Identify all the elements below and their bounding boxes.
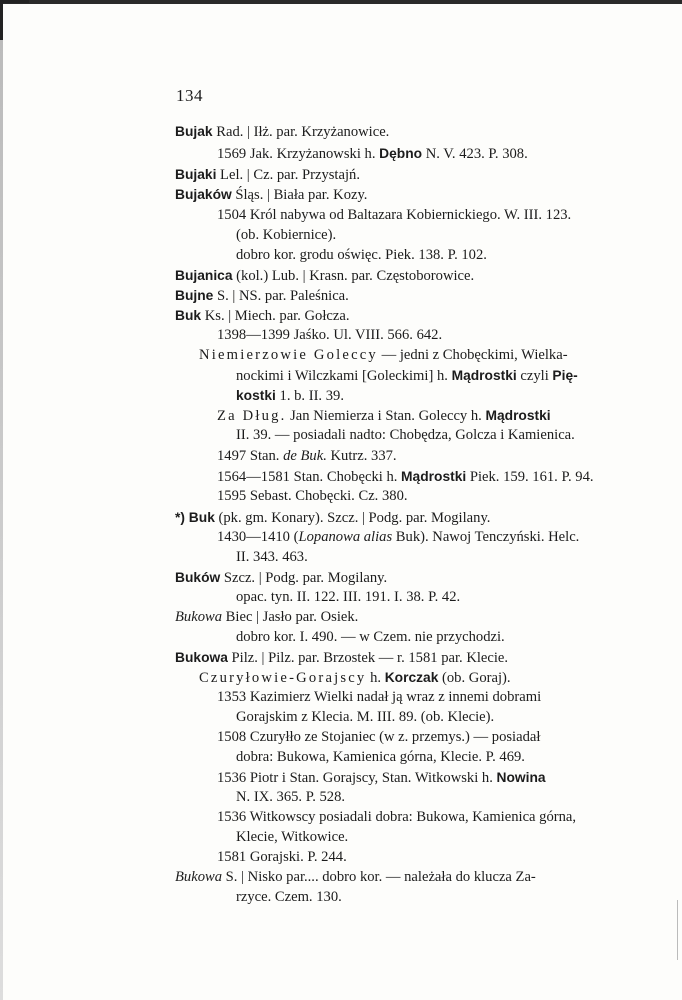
spaced-family-name: Czuryłowie-Gorajscy xyxy=(199,670,367,686)
line-text: 1. b. II. 39. xyxy=(275,388,344,404)
line-text: Jan Niemierza i Stan. Goleccy h. xyxy=(286,408,486,424)
text-line xyxy=(217,447,397,466)
text-line xyxy=(175,568,387,588)
line-text: — jedni z Chobęckimi, Wielka- xyxy=(377,347,568,363)
text-line xyxy=(236,426,575,445)
text-line xyxy=(175,648,508,668)
line-text: Śląs. | Biała par. Kozy. xyxy=(231,187,368,203)
text-line xyxy=(217,487,408,506)
entry-headword: Mądrostki xyxy=(485,408,551,423)
entry-headword: Bujne xyxy=(175,288,214,303)
line-text: Szcz. | Podg. par. Mogilany. xyxy=(220,570,388,586)
italic-text: Bukowa xyxy=(175,609,223,625)
scan-edge-top xyxy=(0,0,682,4)
line-text: 1398—1399 Jaśko. Ul. VIII. 566. 642. xyxy=(217,327,443,343)
line-text: 1536 Witkowscy posiadali dobra: Bukowa, Kamienica górna, xyxy=(217,809,577,825)
line-text: Klecie, Witkowice. xyxy=(236,829,349,845)
line-text: 1564—1581 Stan. Chobęcki h. xyxy=(217,469,402,485)
text-line xyxy=(175,306,350,326)
line-text: rzyce. Czem. 130. xyxy=(236,889,342,905)
text-line xyxy=(217,206,571,225)
line-text: h. xyxy=(366,670,385,686)
entry-headword: Mądrostki xyxy=(451,368,517,383)
entry-headword: Bujaki xyxy=(175,167,217,182)
text-line xyxy=(217,728,540,747)
entry-headword: Bujaków xyxy=(175,187,232,202)
line-text: Biec | Jasło par. Osiek. xyxy=(222,609,359,625)
spaced-family-name: Za Dług. xyxy=(217,408,287,424)
line-text: (ob. Goraj). xyxy=(438,670,511,686)
text-line xyxy=(217,528,579,547)
line-text: Rad. | Iłż. par. Krzyżanowice. xyxy=(212,124,390,140)
line-text: Piek. 159. 161. P. 94. xyxy=(466,469,594,485)
entry-headword: Buk xyxy=(175,308,202,323)
line-text: (ob. Kobiernice). xyxy=(236,227,337,243)
text-line xyxy=(217,768,546,788)
line-text: N. V. 423. P. 308. xyxy=(422,146,528,162)
text-line xyxy=(236,708,494,727)
entry-headword: Nowina xyxy=(496,770,546,785)
scan-corner-mark xyxy=(0,0,29,31)
line-text: Gorajskim z Klecia. M. III. 89. (ob. Klecie). xyxy=(236,709,495,725)
line-text: Lel. | Cz. par. Przystajń. xyxy=(216,167,360,183)
entry-headword: Pię- xyxy=(552,368,578,383)
text-line xyxy=(236,386,344,406)
line-text: dobro kor. I. 490. — w Czem. nie przychodzi. xyxy=(236,629,505,645)
entry-headword: Korczak xyxy=(384,670,439,685)
italic-text: Lopanowa alias xyxy=(298,529,393,545)
entry-headword: Dębno xyxy=(379,146,423,161)
line-text: Pilz. | Pilz. par. Brzostek — r. 1581 par. Klecie. xyxy=(227,650,509,666)
text-line xyxy=(175,286,349,306)
entry-headword: Bukowa xyxy=(175,650,228,665)
scan-edge-right xyxy=(677,900,678,960)
entry-headword: Mądrostki xyxy=(401,469,467,484)
line-text: 1569 Jak. Krzyżanowski h. xyxy=(217,146,380,162)
line-text: opac. tyn. II. 122. III. 191. I. 38. P. 42. xyxy=(236,589,461,605)
line-text: Kutrz. 337. xyxy=(326,448,397,464)
scan-edge-left xyxy=(0,0,3,1000)
text-line xyxy=(236,888,342,907)
line-text: dobra: Bukowa, Kamienica górna, Klecie. P. 469. xyxy=(236,749,525,765)
line-text: dobro kor. grodu oświęc. Piek. 138. P. 102. xyxy=(236,247,487,263)
line-text: Ks. | Miech. par. Gołcza. xyxy=(201,308,350,324)
entry-headword: Bujanica xyxy=(175,268,233,283)
text-line xyxy=(217,848,347,867)
text-line xyxy=(199,668,511,688)
text-line xyxy=(175,165,360,185)
text-line xyxy=(236,226,336,245)
line-text: 1497 Stan. xyxy=(217,448,284,464)
line-text: 1536 Piotr i Stan. Gorajscy, Stan. Witkowski h. xyxy=(217,770,497,786)
text-line xyxy=(175,266,474,286)
text-line xyxy=(175,608,358,627)
italic-text: de Buk. xyxy=(283,448,327,464)
text-line xyxy=(236,628,505,647)
text-line xyxy=(217,144,528,164)
entry-headword: *) Buk xyxy=(175,510,215,525)
line-text: 1353 Kazimierz Wielki nadał ją wraz z innemi dobrami xyxy=(217,689,542,705)
line-text: nockimi i Wilczkami [Goleckimi] h. xyxy=(236,368,452,384)
text-line xyxy=(236,828,348,847)
text-line xyxy=(217,467,594,487)
text-line xyxy=(175,122,389,142)
text-line xyxy=(175,868,536,887)
line-text: czyli xyxy=(516,368,553,384)
text-line xyxy=(217,808,576,827)
italic-text: Bukowa xyxy=(175,869,223,885)
line-text: II. 39. — posiadali nadto: Chobędza, Golcza i Kamienica. xyxy=(236,427,575,443)
line-text: S. | NS. par. Paleśnica. xyxy=(213,288,349,304)
text-line xyxy=(217,326,442,345)
page-number: 134 xyxy=(176,86,203,105)
text-line xyxy=(236,548,308,567)
text-line xyxy=(175,185,367,205)
text-line xyxy=(217,688,541,707)
text-line xyxy=(236,246,487,265)
text-line xyxy=(236,366,578,386)
text-line xyxy=(217,406,551,426)
line-text: 1504 Król nabywa od Baltazara Kobiernickiego. W. III. 123. xyxy=(217,207,572,223)
line-text: 1595 Sebast. Chobęcki. Cz. 380. xyxy=(217,488,408,504)
line-text: S. | Nisko par.... dobro kor. — należała do klucza Za- xyxy=(222,869,536,885)
entry-headword: Buków xyxy=(175,570,221,585)
text-line xyxy=(175,508,490,528)
text-line xyxy=(199,346,568,365)
line-text: N. IX. 365. P. 528. xyxy=(236,789,346,805)
text-line xyxy=(236,788,345,807)
line-text: (kol.) Lub. | Krasn. par. Częstoborowice. xyxy=(232,268,475,284)
entry-headword: kostki xyxy=(236,388,276,403)
spaced-family-name: Niemierzowie Goleccy xyxy=(199,347,378,363)
line-text: 1581 Gorajski. P. 244. xyxy=(217,849,347,865)
text-line xyxy=(236,588,460,607)
line-text: 1430—1410 ( xyxy=(217,529,299,545)
line-text: (pk. gm. Konary). Szcz. | Podg. par. Mogilany. xyxy=(214,510,491,526)
line-text: 1508 Czuryłło ze Stojaniec (w z. przemys.) — posiadał xyxy=(217,729,541,745)
line-text: Buk). Nawoj Tenczyński. Helc. xyxy=(392,529,580,545)
line-text: II. 343. 463. xyxy=(236,549,308,565)
text-line xyxy=(236,748,525,767)
entry-headword: Bujak xyxy=(175,124,213,139)
